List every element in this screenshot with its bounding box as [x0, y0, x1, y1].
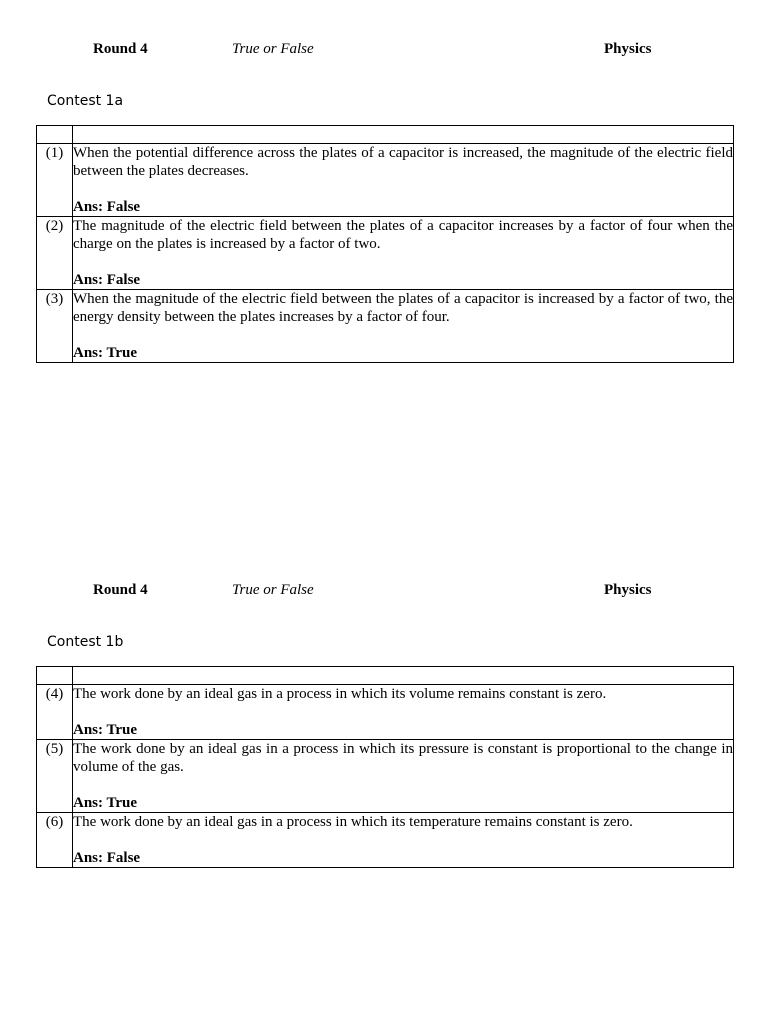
section-header	[0, 582, 768, 602]
answer-text: Ans: True	[73, 345, 138, 361]
subject-label: Physics	[604, 41, 652, 57]
question-text: When the magnitude of the electric field between the plates of a capacitor is increased by a factor of two, the energy density between the plates increases by a factor of four.	[73, 291, 733, 325]
answer-text: Ans: True	[73, 722, 138, 738]
question-text: The work done by an ideal gas in a process in which its volume remains constant is zero.	[73, 686, 607, 702]
question-text: The work done by an ideal gas in a process in which its pressure is constant is proportional to the change in volume of the gas.	[73, 741, 733, 775]
table-row	[37, 217, 734, 290]
table-row	[37, 290, 734, 363]
question-text: When the potential difference across the plates of a capacitor is increased, the magnitude of the electric field between the plates decreases.	[73, 145, 733, 179]
question-table	[36, 666, 734, 868]
question-number: (5)	[37, 740, 73, 813]
question-cell	[73, 217, 734, 290]
answer-text: Ans: False	[73, 272, 141, 288]
contest-title: Contest 1b	[47, 634, 124, 650]
question-cell	[73, 740, 734, 813]
question-cell	[73, 685, 734, 740]
table-header-row	[37, 126, 734, 144]
question-type-label: True or False	[232, 41, 314, 57]
round-label: Round 4	[93, 41, 148, 57]
contest-title: Contest 1a	[47, 93, 124, 109]
question-cell	[73, 813, 734, 868]
question-text: The work done by an ideal gas in a process in which its temperature remains constant is zero.	[73, 814, 633, 830]
question-number: (3)	[37, 290, 73, 363]
question-number: (1)	[37, 144, 73, 217]
table-row	[37, 740, 734, 813]
question-number: (6)	[37, 813, 73, 868]
table-row	[37, 144, 734, 217]
question-text: The magnitude of the electric field between the plates of a capacitor increases by a factor of four when the charge on the plates is increased by a factor of two.	[73, 218, 733, 252]
answer-text: Ans: False	[73, 850, 141, 866]
answer-text: Ans: False	[73, 199, 141, 215]
table-row	[37, 685, 734, 740]
table-row	[37, 813, 734, 868]
subject-label: Physics	[604, 582, 652, 598]
answer-text: Ans: True	[73, 795, 138, 811]
question-table	[36, 125, 734, 363]
section-header	[0, 41, 768, 61]
round-label: Round 4	[93, 582, 148, 598]
question-cell	[73, 144, 734, 217]
table-header-row	[37, 667, 734, 685]
question-cell	[73, 290, 734, 363]
question-number: (2)	[37, 217, 73, 290]
question-number: (4)	[37, 685, 73, 740]
question-type-label: True or False	[232, 582, 314, 598]
